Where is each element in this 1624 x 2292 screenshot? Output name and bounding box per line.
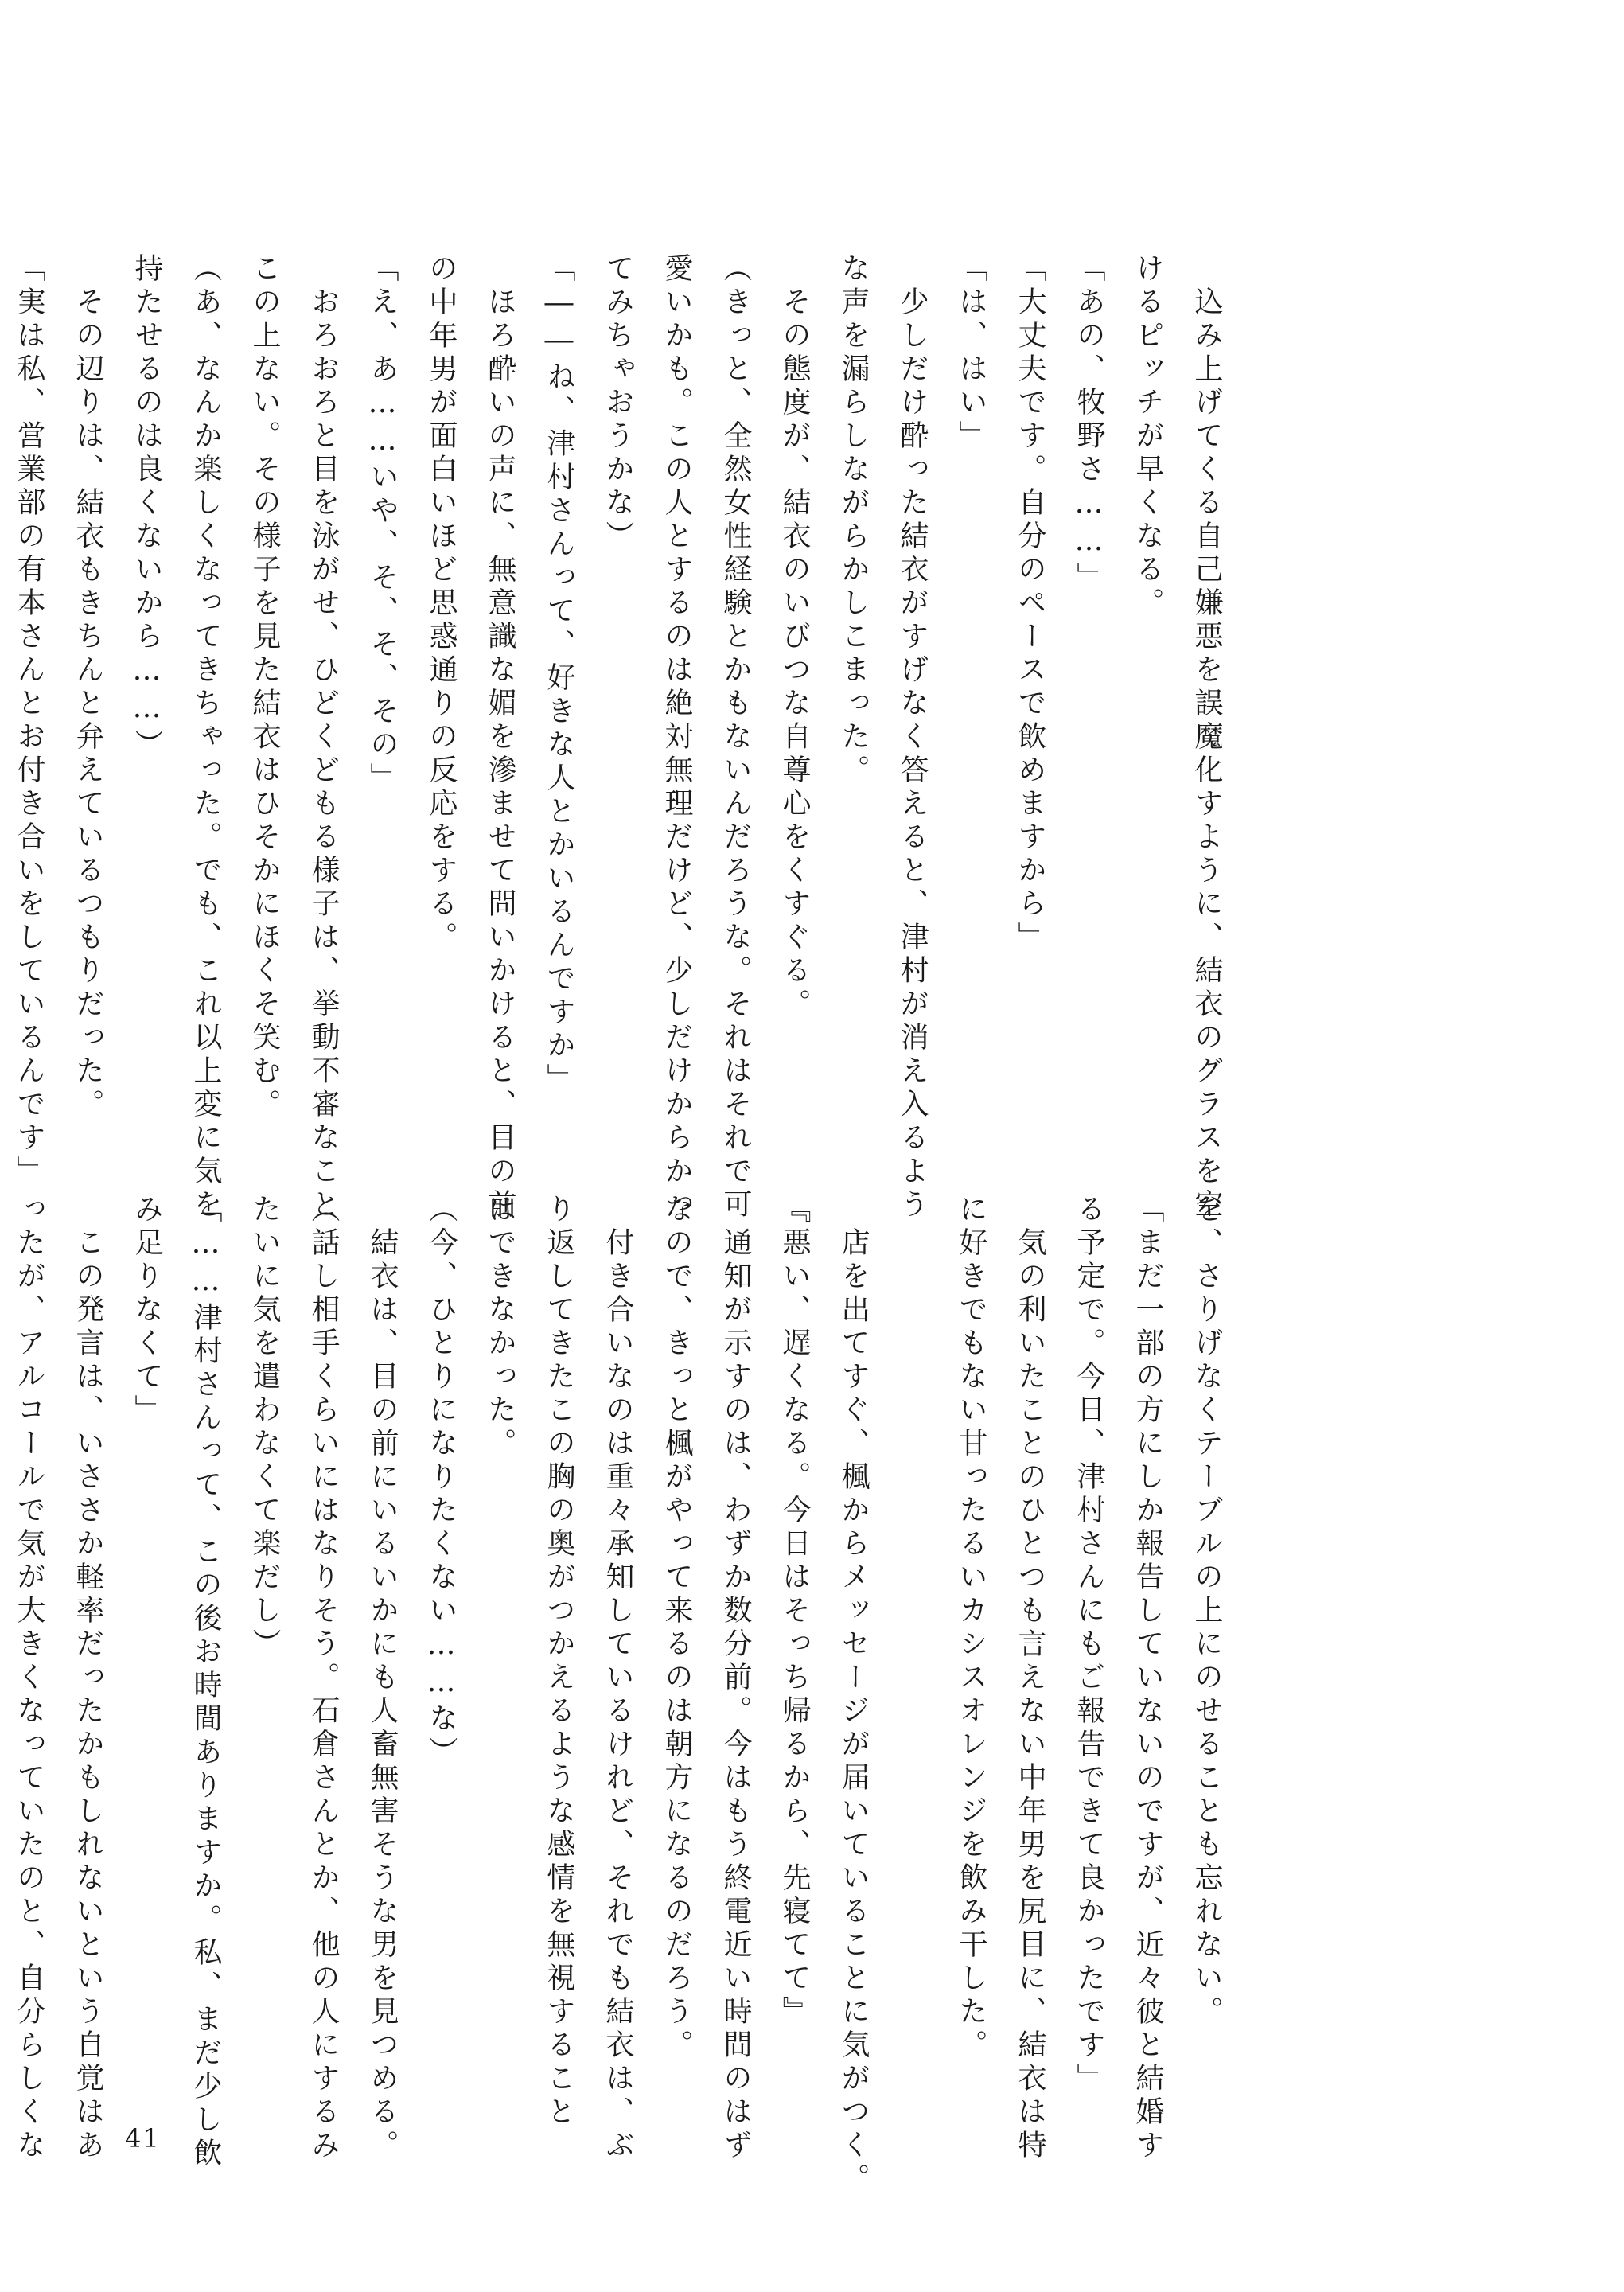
- page-number: 41: [125, 2123, 161, 2154]
- text-line: （話し相手くらいにはなりそう。石倉さんとか、他の人にするみ: [307, 1194, 340, 2163]
- text-line: ほろ酔いの声に、無意識な媚を滲ませて問いかけると、目の前: [484, 253, 516, 1222]
- text-line: （あ、なんか楽しくなってきちゃった。でも、これ以上変に気を: [189, 253, 222, 1222]
- text-line: その辺りは、結衣もきちんと弁えているつもりだった。: [72, 253, 104, 1122]
- text-line: 付き合いなのは重々承知しているけれど、それでも結衣は、ぶ: [602, 1194, 634, 2163]
- text-line: 持たせるのは良くないから……）: [130, 253, 163, 762]
- text-line: 結衣は、目の前にいるいかにも人畜無害そうな男を見つめる。: [366, 1194, 399, 2163]
- text-line: （今、ひとりになりたくない……な）: [425, 1194, 458, 1770]
- text-line: な声を漏らしながらかしこまった。: [837, 253, 870, 788]
- text-line: 少しだけ酔った結衣がすげなく答えると、津村が消え入るよう: [896, 253, 929, 1222]
- text-line: 「……津村さんって、この後お時間ありますか。私、まだ少し飲: [189, 1194, 222, 2171]
- text-line: てみちゃおうかな）: [602, 253, 634, 554]
- text-line: 気の利いたことのひとつも言えない中年男を尻目に、結衣は特: [1014, 1194, 1046, 2163]
- text-line: の中年男が面白いほど思惑通りの反応をする。: [425, 253, 458, 955]
- text-line: 「まだ一部の方にしか報告していないのですが、近々彼と結婚す: [1131, 1194, 1164, 2163]
- text-line: 込み上げてくる自己嫌悪を誤魔化すように、結衣のグラスを空: [1190, 253, 1223, 1222]
- text-line: る予定で。今日、津村さんにもご報告できて良かったです」: [1073, 1194, 1105, 2096]
- text-line: り返してきたこの胸の奥がつかえるような感情を無視すること: [543, 1194, 575, 2130]
- text-line: 「あの、牧野さ……」: [1073, 253, 1105, 595]
- text-line: 「実は私、営業部の有本さんとお付き合いをしているんです」: [13, 253, 45, 1189]
- text-line: み足りなくて」: [130, 1194, 163, 1428]
- text-line: たいに気を遣わなくて楽だし）: [248, 1194, 281, 1662]
- text-line: に好きでもない甘ったるいカシスオレンジを飲み干した。: [955, 1194, 987, 2063]
- text-line: 「――ね、津村さんって、好きな人とかいるんですか」: [543, 253, 575, 1097]
- text-line: その態度が、結衣のいびつな自尊心をくすぐる。: [778, 253, 811, 1022]
- text-line: この発言は、いささか軽率だったかもしれないという自覚はあ: [72, 1194, 104, 2163]
- text-line: 通知が示すのは、わずか数分前。今はもう終電近い時間のはず: [719, 1194, 752, 2163]
- text-line: 愛いかも。この人とするのは絶対無理だけど、少しだけからかっ: [660, 253, 693, 1222]
- text-line: 「え、あ……いや、そ、そ、その」: [366, 253, 399, 796]
- text-line: おろおろと目を泳がせ、ひどくどもる様子は、挙動不審なこと: [307, 253, 340, 1222]
- text-line: （きっと、全然女性経験とかもないんだろうな。それはそれで可: [719, 253, 752, 1222]
- text-line: けるピッチが早くなる。: [1131, 253, 1164, 621]
- text-line: この上ない。その様子を見た結衣はひそかにほくそ笑む。: [248, 253, 281, 1122]
- text-line: 「は、はい」: [955, 253, 987, 454]
- text-line: ったが、アルコールで気が大きくなっていたのと、自分らしくな: [13, 1194, 45, 2163]
- text-line: 店を出てすぐ、楓からメッセージが届いていることに気がつく。: [837, 1194, 870, 2196]
- text-line: を、さりげなくテーブルの上にのせることも忘れない。: [1190, 1194, 1223, 2029]
- text-block-top: [0, 253, 1223, 1222]
- text-line: 「大丈夫です。自分のペースで飲めますから」: [1014, 253, 1046, 955]
- text-line: なので、きっと楓がやって来るのは朝方になるのだろう。: [660, 1194, 693, 2063]
- text-line: はできなかった。: [484, 1194, 516, 1461]
- text-line: 『悪い、遅くなる。今日はそっち帰るから、先寝てて』: [778, 1194, 811, 2029]
